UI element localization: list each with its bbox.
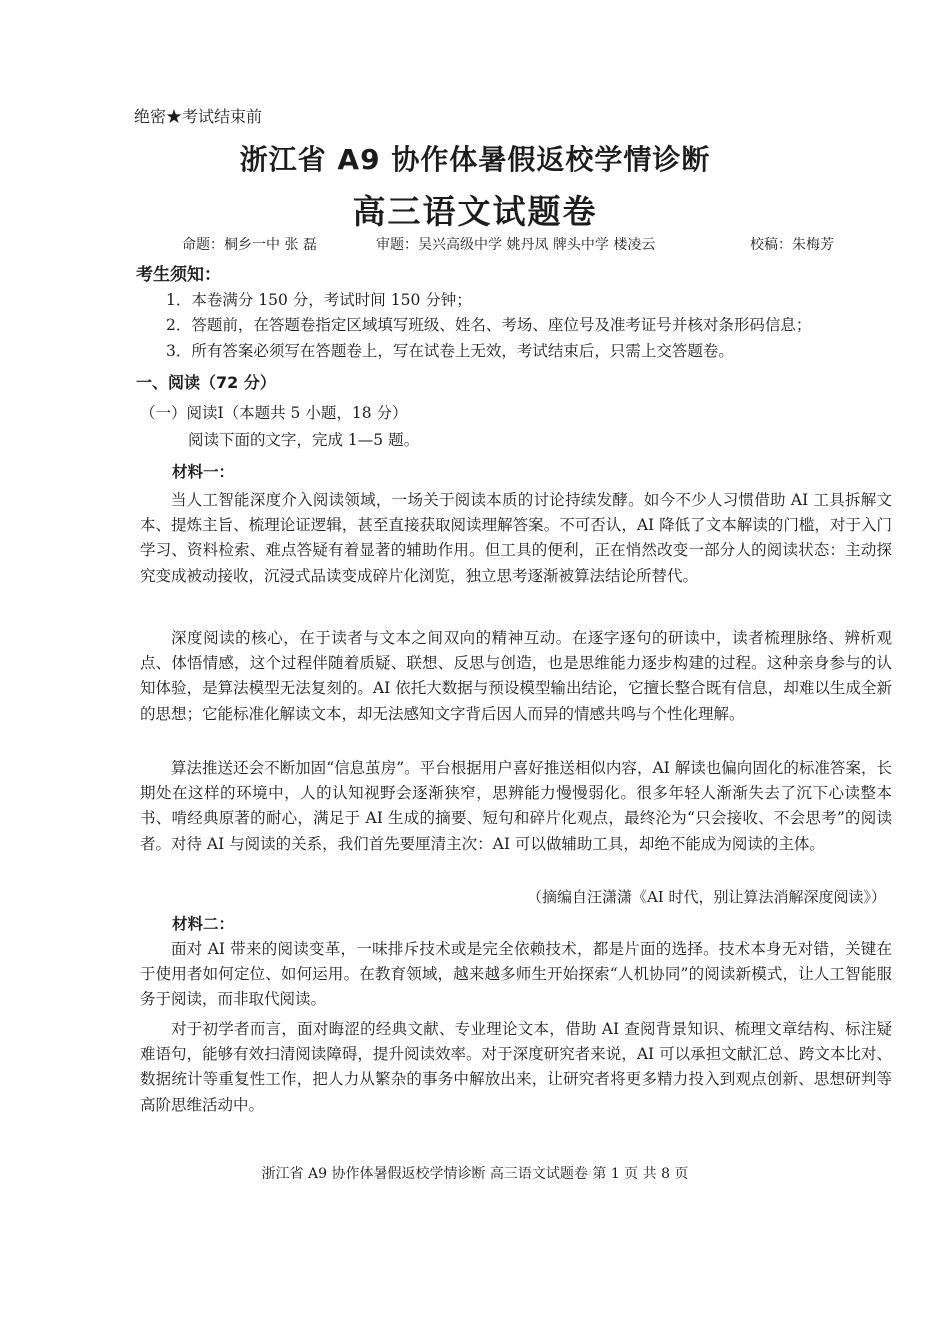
- page-footer: 浙江省 A9 协作体暑假返校学情诊断 高三语文试题卷 第 1 页 共 8 页: [261, 1166, 689, 1182]
- credit-reviewer: 审题：吴兴高级中学 姚丹凤 牌头中学 楼凌云: [376, 237, 656, 253]
- material-one-paragraph: 深度阅读的核心，在于读者与文本之间双向的精神互动。在逐字逐句的研读中，读者梳理脉络、辨析观点、体悟情感，这个过程伴随着质疑、联想、反思与创造，也是思维能力逐步构建的过程。这种亲身参与的认知体验，是算法模型无法复刻的。AI 依托大数据与预设模型输出结论，它擅长整合既有信息，却难以生成全新的思想；它能标准化解读文本，却无法感知文字背后因人而异的情感共鸣与个性化理解。: [140, 629, 892, 723]
- material-one-label: 材料一：: [172, 463, 235, 481]
- notice-item: 3．所有答案必须写在答题卷上，写在试卷上无效，考试结束后，只需上交答题卷。: [166, 342, 734, 360]
- confidential-label: 绝密★考试结束前: [134, 107, 263, 126]
- notice-item: 2．答题前，在答题卷指定区域填写班级、姓名、考场、座位号及准考证号并核对条形码信息；: [166, 316, 812, 334]
- material-two-label: 材料二：: [172, 915, 235, 933]
- material-one-paragraph: 当人工智能深度介入阅读领域，一场关于阅读本质的讨论持续发酵。如今不少人习惯借助 AI 工具拆解文本、提炼主旨、梳理论证逻辑，甚至直接获取阅读理解答案。不可否认，AI 降低了文本解读的门槛，对于入门学习、资料检索、难点答疑有着显著的辅助作用。但工具的便利，正在悄然改变一部分人的阅读状态：主动探究变成被动接收，沉浸式品读变成碎片化浏览，独立思考逐渐被算法结论所替代。: [140, 491, 892, 585]
- notice-item: 1．本卷满分 150 分，考试时间 150 分钟；: [166, 291, 472, 309]
- exam-title: 浙江省 A9 协作体暑假返校学情诊断: [239, 143, 711, 176]
- credit-setter: 命题：桐乡一中 张 磊: [182, 237, 317, 253]
- credit-proofreader: 校稿：朱梅芳: [750, 237, 834, 253]
- material-two-paragraph: 面对 AI 带来的阅读变革，一味排斥技术或是完全依赖技术，都是片面的选择。技术本身无对错，关键在于使用者如何定位、如何运用。在教育领域，越来越多师生开始探索“人机协同”的阅读新模式，让人工智能服务于阅读，而非取代阅读。: [140, 940, 892, 1009]
- material-two-paragraph: 对于初学者而言，面对晦涩的经典文献、专业理论文本，借助 AI 查阅背景知识、梳理文章结构、标注疑难语句，能够有效扫清阅读障碍，提升阅读效率。对于深度研究者来说，AI 可以承担文献汇总、跨文本比对、数据统计等重复性工作，把人力从繁杂的事务中解放出来，让研究者将更多精力投入到观点创新、思想研判等高阶思维活动中。: [140, 1020, 892, 1114]
- subsection-heading: （一）阅读Ⅰ（本题共 5 小题，18 分）: [140, 404, 408, 422]
- material-one-paragraph: 算法推送还会不断加固“信息茧房”。平台根据用户喜好推送相似内容，AI 解读也偏向固化的标准答案，长期处在这样的环境中，人的认知视野会逐渐狭窄，思辨能力慢慢弱化。很多年轻人渐渐失去了沉下心读整本书、啃经典原著的耐心，满足于 AI 生成的摘要、短句和碎片化观点，最终沦为“只会接收、不会思考”的阅读者。对待 AI 与阅读的关系，我们首先要厘清主次：AI 可以做辅助工具，却绝不能成为阅读的主体。: [140, 759, 892, 853]
- material-one-source: （摘编自汪潇潇《AI 时代，别让算法消解深度阅读》）: [526, 888, 886, 906]
- section-heading: 一、阅读（72 分）: [136, 373, 276, 392]
- exam-subtitle: 高三语文试题卷: [352, 192, 598, 231]
- notice-heading: 考生须知：: [136, 265, 221, 285]
- reading-instruction: 阅读下面的文字，完成 1—5 题。: [188, 431, 420, 449]
